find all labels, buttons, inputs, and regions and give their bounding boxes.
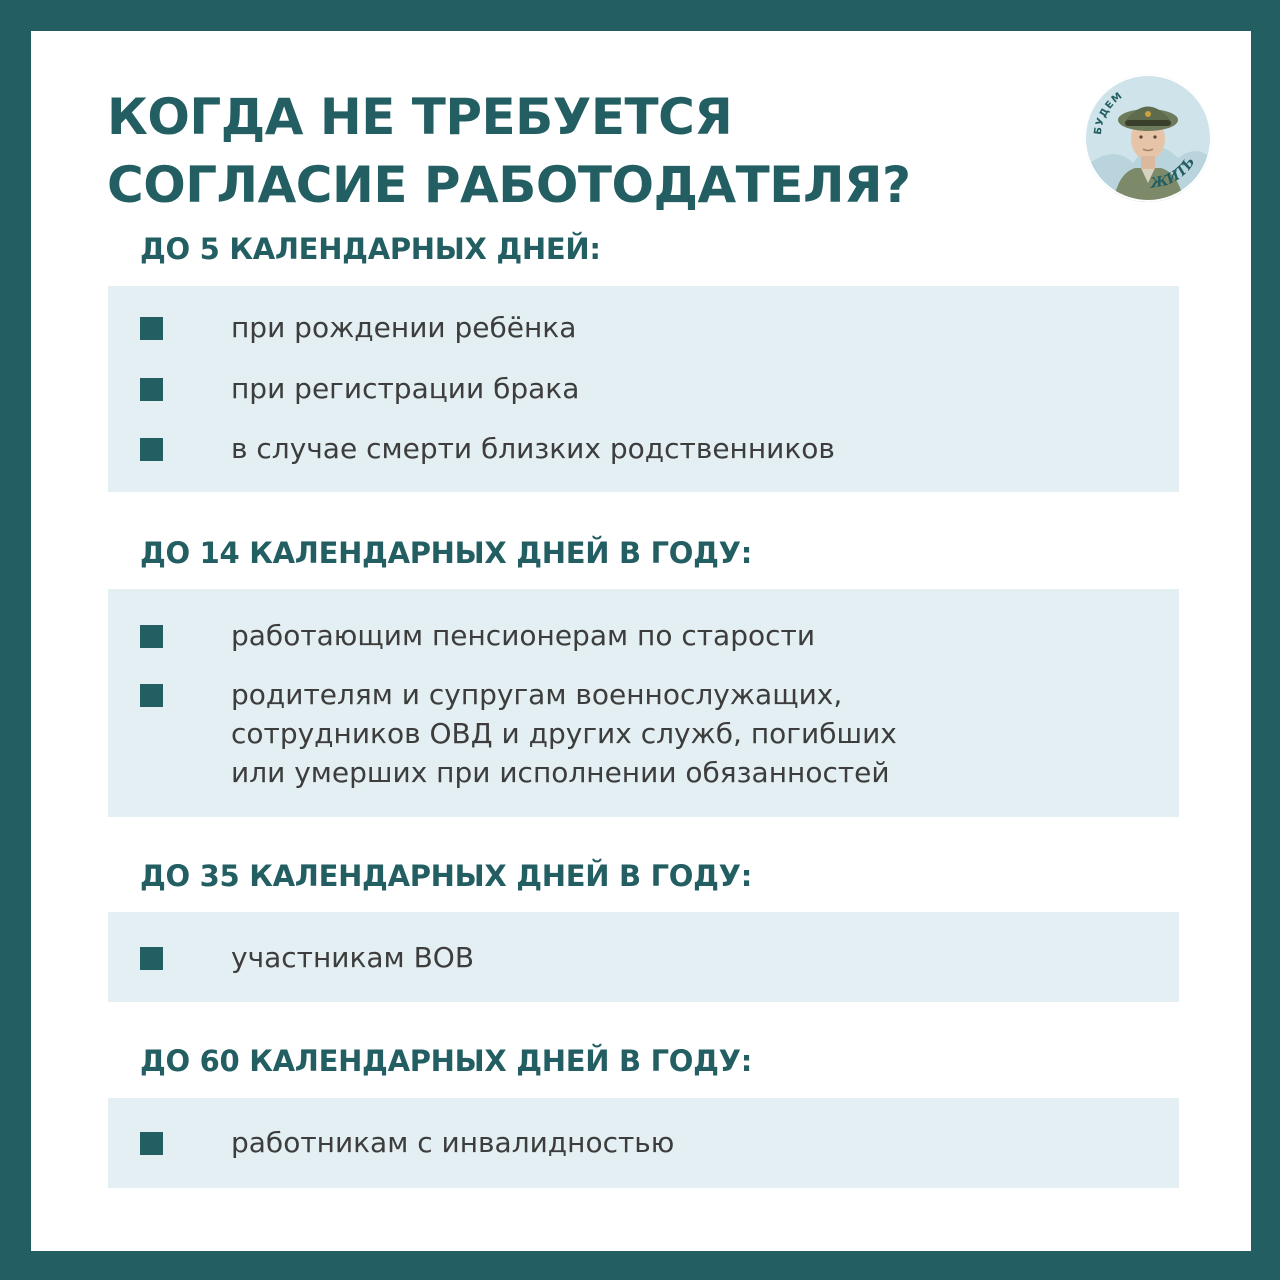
square-bullet-icon bbox=[140, 684, 163, 707]
logo-text-bottom: ЖИТЬ bbox=[1149, 154, 1199, 192]
section-box bbox=[108, 589, 1179, 817]
square-bullet-icon bbox=[140, 378, 163, 401]
square-bullet-icon bbox=[140, 625, 163, 648]
section-box bbox=[108, 912, 1179, 1002]
list-item-text: работникам с инвалидностью bbox=[231, 1126, 675, 1159]
logo-text-top: БУДЕМ bbox=[1092, 90, 1126, 136]
logo bbox=[1083, 73, 1213, 203]
list-item-text: при регистрации брака bbox=[231, 372, 580, 405]
section-heading: ДО 60 КАЛЕНДАРНЫХ ДНЕЙ В ГОДУ: bbox=[140, 1044, 753, 1078]
square-bullet-icon bbox=[140, 1132, 163, 1155]
list-item-text: в случае смерти близких родственников bbox=[231, 432, 835, 465]
list-item-text: при рождении ребёнка bbox=[231, 311, 577, 344]
square-bullet-icon bbox=[140, 317, 163, 340]
square-bullet-icon bbox=[140, 947, 163, 970]
list-item-text: родителям и супругам военнослужащих, сотрудников ОВД и других служб, погибших или умерших при исполнении обязанностей bbox=[231, 678, 897, 789]
section-box bbox=[108, 1098, 1179, 1188]
section-heading: ДО 5 КАЛЕНДАРНЫХ ДНЕЙ: bbox=[140, 232, 601, 266]
page-title: КОГДА НЕ ТРЕБУЕТСЯ СОГЛАСИЕ РАБОТОДАТЕЛЯ? bbox=[107, 88, 911, 214]
square-bullet-icon bbox=[140, 438, 163, 461]
content-card bbox=[31, 31, 1251, 1251]
section-heading: ДО 14 КАЛЕНДАРНЫХ ДНЕЙ В ГОДУ: bbox=[140, 536, 753, 570]
soldier-portrait-icon bbox=[1083, 73, 1213, 203]
list-item-text: участникам ВОВ bbox=[231, 941, 475, 974]
section-box bbox=[108, 286, 1179, 492]
section-heading: ДО 35 КАЛЕНДАРНЫХ ДНЕЙ В ГОДУ: bbox=[140, 859, 753, 893]
list-item-text: работающим пенсионерам по старости bbox=[231, 619, 816, 652]
